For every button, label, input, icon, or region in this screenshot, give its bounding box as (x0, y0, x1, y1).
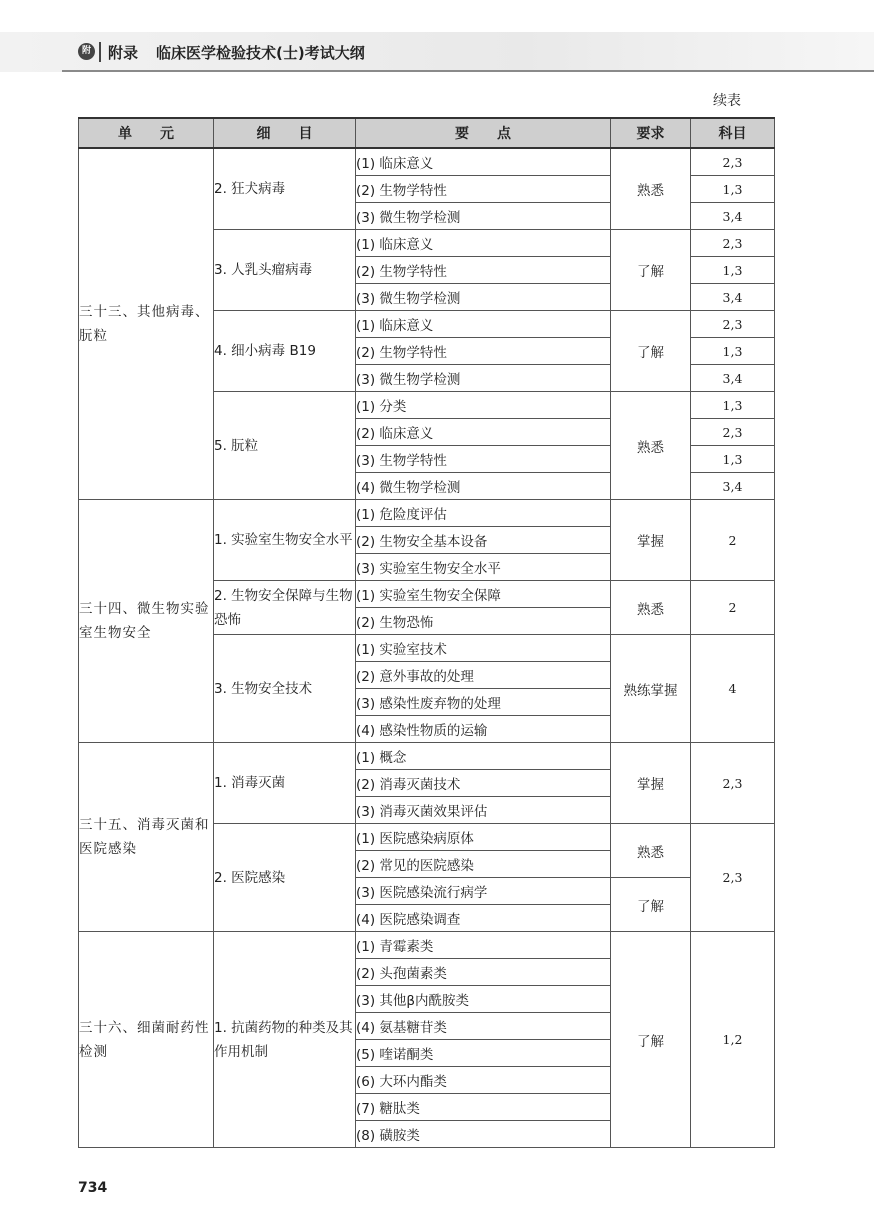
table-row (79, 932, 775, 959)
requirement-cell: 熟悉 (611, 392, 691, 500)
point-cell: (2) 生物学特性 (356, 338, 611, 365)
point-cell: (2) 生物学特性 (356, 176, 611, 203)
point-cell: (6) 大环内酯类 (356, 1067, 611, 1094)
subject-cell: 3,4 (691, 473, 775, 500)
header-label: 附录 (108, 44, 139, 62)
point-cell: (1) 实验室技术 (356, 635, 611, 662)
requirement-cell: 了解 (611, 230, 691, 311)
point-cell: (2) 头孢菌素类 (356, 959, 611, 986)
item-cell: 3. 生物安全技术 (214, 635, 356, 743)
point-cell: (4) 氨基糖苷类 (356, 1013, 611, 1040)
point-cell: (1) 医院感染病原体 (356, 824, 611, 851)
item-cell: 2. 狂犬病毒 (214, 148, 356, 230)
point-cell: (8) 磺胺类 (356, 1121, 611, 1148)
point-cell: (4) 医院感染调查 (356, 905, 611, 932)
table-header-row (79, 118, 775, 148)
point-cell: (3) 消毒灭菌效果评估 (356, 797, 611, 824)
point-cell: (3) 微生物学检测 (356, 284, 611, 311)
point-cell: (2) 生物安全基本设备 (356, 527, 611, 554)
point-cell: (3) 生物学特性 (356, 446, 611, 473)
page-number: 734 (78, 1180, 108, 1196)
point-cell: (1) 青霉素类 (356, 932, 611, 959)
item-cell: 3. 人乳头瘤病毒 (214, 230, 356, 311)
subject-cell: 2,3 (691, 419, 775, 446)
subject-cell: 2 (691, 581, 775, 635)
subject-cell: 3,4 (691, 284, 775, 311)
header-separator (99, 42, 101, 62)
subject-cell: 1,3 (691, 257, 775, 284)
point-cell: (5) 喹诺酮类 (356, 1040, 611, 1067)
item-cell: 1. 消毒灭菌 (214, 743, 356, 824)
item-cell: 4. 细小病毒 B19 (214, 311, 356, 392)
table-row (79, 743, 775, 770)
point-cell: (3) 医院感染流行病学 (356, 878, 611, 905)
requirement-cell: 熟悉 (611, 824, 691, 878)
point-cell: (2) 临床意义 (356, 419, 611, 446)
item-cell: 2. 生物安全保障与生物恐怖 (214, 581, 356, 635)
subject-cell: 2,3 (691, 824, 775, 932)
column-header-point: 要 点 (356, 118, 611, 148)
table-row (79, 148, 775, 176)
requirement-cell: 熟悉 (611, 581, 691, 635)
point-cell: (3) 微生物学检测 (356, 203, 611, 230)
point-cell: (2) 生物恐怖 (356, 608, 611, 635)
point-cell: (7) 糖肽类 (356, 1094, 611, 1121)
subject-cell: 4 (691, 635, 775, 743)
subject-cell: 1,3 (691, 392, 775, 419)
requirement-cell: 掌握 (611, 743, 691, 824)
appendix-badge-icon: 附 (78, 43, 95, 60)
point-cell: (1) 危险度评估 (356, 500, 611, 527)
unit-cell: 三十四、微生物实验室生物安全 (79, 500, 214, 743)
requirement-cell: 了解 (611, 311, 691, 392)
subject-cell: 3,4 (691, 365, 775, 392)
point-cell: (4) 微生物学检测 (356, 473, 611, 500)
point-cell: (1) 临床意义 (356, 148, 611, 176)
column-header-requirement: 要求 (611, 118, 691, 148)
point-cell: (4) 感染性物质的运输 (356, 716, 611, 743)
item-cell: 1. 抗菌药物的种类及其作用机制 (214, 932, 356, 1148)
subject-cell: 3,4 (691, 203, 775, 230)
subject-cell: 2,3 (691, 230, 775, 257)
continued-label: 续表 (713, 93, 741, 109)
item-cell: 5. 朊粒 (214, 392, 356, 500)
point-cell: (1) 临床意义 (356, 311, 611, 338)
subject-cell: 1,2 (691, 932, 775, 1148)
point-cell: (1) 分类 (356, 392, 611, 419)
item-cell: 2. 医院感染 (214, 824, 356, 932)
point-cell: (1) 实验室生物安全保障 (356, 581, 611, 608)
table-row (79, 500, 775, 527)
subject-cell: 1,3 (691, 338, 775, 365)
point-cell: (1) 临床意义 (356, 230, 611, 257)
subject-cell: 2 (691, 500, 775, 581)
point-cell: (2) 消毒灭菌技术 (356, 770, 611, 797)
point-cell: (3) 微生物学检测 (356, 365, 611, 392)
requirement-cell: 熟练掌握 (611, 635, 691, 743)
subject-cell: 2,3 (691, 311, 775, 338)
requirement-cell: 了解 (611, 932, 691, 1148)
point-cell: (2) 生物学特性 (356, 257, 611, 284)
header-rule (62, 70, 874, 72)
syllabus-table (78, 117, 775, 1148)
table-body (79, 148, 775, 1148)
column-header-subject: 科目 (691, 118, 775, 148)
subject-cell: 1,3 (691, 176, 775, 203)
subject-cell: 2,3 (691, 743, 775, 824)
unit-cell: 三十五、消毒灭菌和医院感染 (79, 743, 214, 932)
column-header-unit: 单 元 (79, 118, 214, 148)
point-cell: (2) 常见的医院感染 (356, 851, 611, 878)
unit-cell: 三十三、其他病毒、朊粒 (79, 148, 214, 500)
requirement-cell: 熟悉 (611, 148, 691, 230)
subject-cell: 2,3 (691, 148, 775, 176)
requirement-cell: 了解 (611, 878, 691, 932)
point-cell: (1) 概念 (356, 743, 611, 770)
subject-cell: 1,3 (691, 446, 775, 473)
point-cell: (3) 感染性废弃物的处理 (356, 689, 611, 716)
point-cell: (2) 意外事故的处理 (356, 662, 611, 689)
column-header-item: 细 目 (214, 118, 356, 148)
header-title: 临床医学检验技术(士)考试大纲 (156, 44, 365, 62)
point-cell: (3) 其他β内酰胺类 (356, 986, 611, 1013)
requirement-cell: 掌握 (611, 500, 691, 581)
unit-cell: 三十六、细菌耐药性检测 (79, 932, 214, 1148)
point-cell: (3) 实验室生物安全水平 (356, 554, 611, 581)
item-cell: 1. 实验室生物安全水平 (214, 500, 356, 581)
